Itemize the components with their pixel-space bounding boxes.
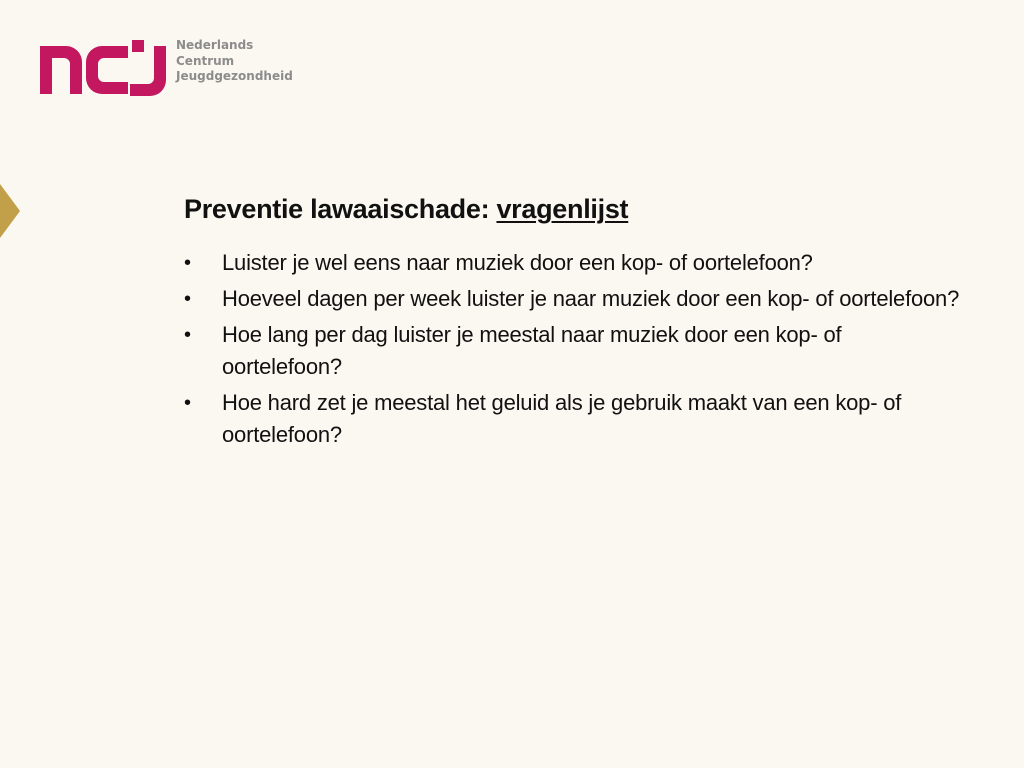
- logo-line-2: Centrum: [176, 53, 235, 68]
- bullet-icon: •: [184, 392, 191, 414]
- question-text: Hoe lang per dag luister je meestal naar muziek door een kop- of oortelefoon?: [222, 322, 842, 379]
- logo-line-1: Nederlands: [176, 38, 254, 52]
- slide-title-prefix: Preventie lawaaischade:: [184, 194, 497, 224]
- question-text: Hoeveel dagen per week luister je naar muziek door een kop- of oortelefoon?: [222, 286, 960, 311]
- logo-line-3: Jeugdgezondheid: [176, 69, 293, 83]
- logo-letter-j: [130, 46, 166, 96]
- logo-letter-j-dot: [132, 40, 144, 52]
- bullet-icon: •: [184, 252, 191, 274]
- list-item: [184, 387, 964, 451]
- slide-content: [184, 194, 964, 455]
- list-item: [184, 283, 964, 315]
- list-item: [184, 247, 964, 279]
- bullet-icon: •: [184, 324, 191, 346]
- ncj-logo: [40, 38, 300, 98]
- question-text: Luister je wel eens naar muziek door een kop- of oortelefoon?: [222, 250, 813, 275]
- question-text: Hoe hard zet je meestal het geluid als je gebruik maakt van een kop- of oortelefoon?: [222, 390, 902, 447]
- logo-letter-n: [40, 46, 82, 94]
- slide-title: [184, 194, 964, 225]
- question-list: [184, 247, 964, 451]
- ncj-logo-mark: [40, 40, 168, 96]
- gold-arrow-icon: [0, 184, 20, 238]
- logo-wordmark: [176, 38, 293, 85]
- logo-letter-c: [86, 46, 128, 94]
- questionnaire-link[interactable]: vragenlijst: [496, 194, 629, 224]
- bullet-icon: •: [184, 288, 191, 310]
- list-item: [184, 319, 964, 383]
